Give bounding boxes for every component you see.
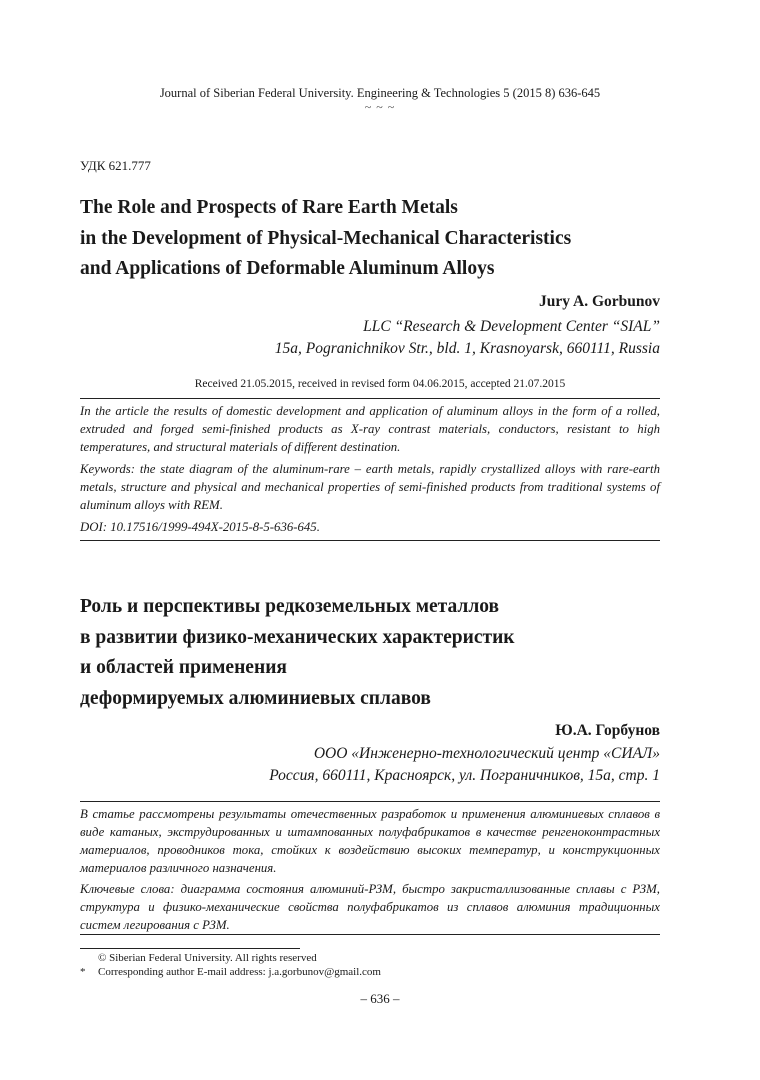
russian-title-line: деформируемых алюминиевых сплавов: [80, 687, 431, 709]
english-affiliation-line: 15a, Pogranichnikov Str., bld. 1, Krasnoyarsk, 660111, Russia: [274, 340, 660, 357]
corresponding-author-note: Corresponding author E-mail address: j.a.gorbunov@gmail.com: [98, 966, 381, 978]
russian-affiliation: [269, 743, 660, 787]
russian-keywords: Ключевые слова: диаграмма состояния алюминий-РЗМ, быстро закристаллизованные сплавы с РЗМ, структура и физико-механические свойства полуфабрикатов из сплавов алюминия традиционных систем легирования с РЗМ.: [80, 882, 660, 932]
russian-author: Ю.А. Горбунов: [555, 722, 660, 739]
english-abstract: In the article the results of domestic development and application of aluminum alloys in the form of a rolled, extruded and forged semi-finished products as X-ray contrast materials, conductors, resistant to high temperatures, and structural materials of different destination.: [80, 404, 660, 454]
english-title-line: and Applications of Deformable Aluminum Alloys: [80, 258, 495, 279]
russian-title-line: в развитии физико-механических характеристик: [80, 626, 515, 648]
footnote-marker: *: [80, 966, 86, 978]
divider: [80, 540, 660, 541]
russian-affiliation-line: ООО «Инженерно-технологический центр «СИАЛ»: [313, 745, 660, 762]
english-title-line: The Role and Prospects of Rare Earth Metals: [80, 197, 458, 218]
russian-title: [80, 592, 680, 714]
divider: [80, 801, 660, 802]
russian-affiliation-line: Россия, 660111, Красноярск, ул. Пограничников, 15а, стр. 1: [269, 767, 660, 784]
russian-abstract: В статье рассмотрены результаты отечественных разработок и применения алюминиевых сплавов в виде катаных, экструдированных и штампованных полуфабрикатов в качестве ренгеноконтрастных материалов, проводников тока, стойких к воздействию высоких температур, и конструкционных материалов различного назначения.: [80, 807, 660, 875]
english-affiliation-line: LLC “Research & Development Center “SIAL”: [363, 318, 660, 335]
english-affiliation: [275, 316, 660, 360]
english-title: [80, 193, 680, 285]
english-author: Jury A. Gorbunov: [538, 293, 660, 310]
english-keywords: Keywords: the state diagram of the aluminum-rare – earth metals, rapidly crystallized alloys with rare-earth metals, structure and physical and mechanical properties of semi-finished products from traditional systems of aluminum alloys with REM.: [80, 462, 660, 512]
received-dates: Received 21.05.2015, received in revised form 04.06.2015, accepted 21.07.2015: [194, 378, 566, 390]
header-ornament: ~ ~ ~: [364, 100, 396, 114]
copyright-note: © Siberian Federal University. All rights reserved: [98, 952, 317, 964]
russian-title-line: и областей применения: [80, 657, 287, 678]
english-title-line: in the Development of Physical-Mechanical Characteristics: [80, 227, 572, 249]
page-number: – 636 –: [360, 991, 400, 1006]
footnote-divider: [80, 948, 300, 949]
divider: [80, 934, 660, 935]
doi: DOI: 10.17516/1999-494X-2015-8-5-636-645.: [80, 520, 320, 534]
journal-header: Journal of Siberian Federal University. Engineering & Technologies 5 (2015 8) 636-645: [159, 86, 601, 100]
russian-title-line: Роль и перспективы редкоземельных металлов: [80, 596, 500, 617]
udk-code: УДК 621.777: [80, 158, 151, 173]
divider: [80, 398, 660, 399]
